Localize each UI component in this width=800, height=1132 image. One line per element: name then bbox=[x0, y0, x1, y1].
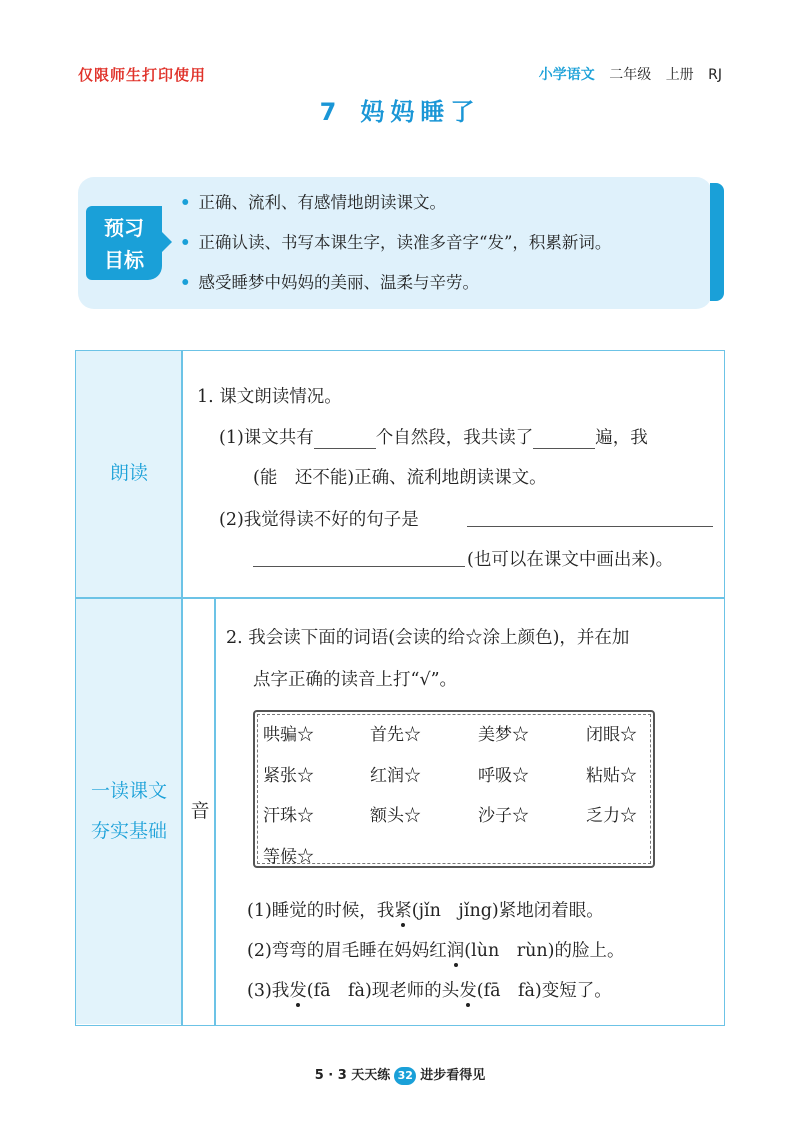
term-label: 上册 bbox=[665, 67, 694, 83]
goals-badge bbox=[86, 206, 162, 280]
word-item[interactable]: 红润☆ bbox=[370, 766, 421, 786]
goal-item: • 正确认读、书写本课生字，读准多音字“发”，积累新词。 bbox=[180, 233, 612, 252]
goal-item: • 正确、流利、有感情地朗读课文。 bbox=[180, 193, 447, 212]
word-item[interactable]: 美梦☆ bbox=[478, 725, 529, 745]
row-divider bbox=[76, 597, 724, 599]
q1-line4: (也可以在课文中画出来)。 bbox=[467, 550, 674, 570]
dotted-char: 发 bbox=[289, 981, 307, 1001]
goals-list bbox=[180, 188, 611, 308]
goals-badge-line2: 目标 bbox=[104, 248, 144, 272]
word-item[interactable]: 沙子☆ bbox=[478, 806, 529, 826]
page-footer bbox=[0, 1064, 800, 1085]
goals-panel-stripe bbox=[710, 183, 724, 301]
q2-title-line1: 2. 我会读下面的词语(会读的给☆涂上颜色)，并在加 bbox=[226, 628, 630, 648]
dotted-char: 润 bbox=[446, 941, 465, 961]
goal-item: • 感受睡梦中妈妈的美丽、温柔与辛劳。 bbox=[180, 273, 480, 292]
dotted-char: 紧 bbox=[394, 901, 412, 921]
answer-blank-paragraphs[interactable] bbox=[314, 431, 376, 449]
edition-label: RJ bbox=[708, 67, 722, 83]
page-number: 32 bbox=[394, 1067, 416, 1085]
lesson-title-text: 妈妈睡了 bbox=[360, 98, 481, 126]
grade-label: 二年级 bbox=[609, 67, 652, 83]
answer-blank-times[interactable] bbox=[533, 431, 595, 449]
word-item[interactable]: 哄骗☆ bbox=[263, 725, 314, 745]
word-item[interactable]: 呼吸☆ bbox=[478, 766, 529, 786]
subject-label: 小学语文 bbox=[538, 67, 595, 83]
word-item[interactable]: 等候☆ bbox=[263, 847, 314, 867]
side-column bbox=[76, 351, 181, 1024]
word-item[interactable]: 乏力☆ bbox=[586, 806, 637, 826]
q1-line1: (1)课文共有 个自然段，我共读了 遍，我 bbox=[219, 428, 648, 448]
q1-title: 1. 课文朗读情况。 bbox=[197, 387, 342, 407]
answer-line-sentence-2[interactable] bbox=[253, 566, 465, 567]
q1-line3: (2)我觉得读不好的句子是 bbox=[219, 510, 419, 530]
page-title bbox=[0, 92, 800, 127]
section-label-reading: 朗读 bbox=[109, 462, 148, 484]
pinyin-sentence-3: (3)我发(fā fà)现老师的头发(fā fà)变短了。 bbox=[247, 981, 612, 1001]
bullet-icon: • bbox=[180, 273, 191, 292]
answer-line-sentence[interactable] bbox=[467, 526, 713, 527]
word-item[interactable]: 汗珠☆ bbox=[263, 806, 314, 826]
pinyin-sentence-1: (1)睡觉的时候，我紧(jǐn jǐng)紧地闭着眼。 bbox=[247, 901, 604, 921]
lesson-number: 7 bbox=[319, 98, 343, 126]
course-info bbox=[529, 64, 722, 84]
print-notice: 仅限师生打印使用 bbox=[78, 66, 207, 84]
goals-badge-line1: 预习 bbox=[104, 216, 144, 240]
bullet-icon: • bbox=[180, 193, 191, 212]
word-item[interactable]: 粘贴☆ bbox=[586, 766, 637, 786]
footer-brand: 5 · 3 天天练 bbox=[314, 1068, 391, 1083]
word-item[interactable]: 额头☆ bbox=[370, 806, 421, 826]
dotted-char: 发 bbox=[459, 981, 477, 1001]
section-label-basics-line2: 夯实基础 bbox=[90, 820, 167, 842]
word-item[interactable]: 紧张☆ bbox=[263, 766, 314, 786]
q1-line2: (能 还不能)正确、流利地朗读课文。 bbox=[253, 468, 547, 488]
yin-divider bbox=[214, 598, 216, 1025]
q2-title-line2: 点字正确的读音上打“√”。 bbox=[253, 670, 458, 690]
yin-label: 音 bbox=[190, 800, 210, 822]
word-item[interactable]: 闭眼☆ bbox=[586, 725, 637, 745]
footer-slogan: 进步看得见 bbox=[420, 1068, 486, 1083]
section-label-basics-line1: 一读课文 bbox=[90, 780, 167, 802]
word-item[interactable]: 首先☆ bbox=[370, 725, 421, 745]
pinyin-sentence-2: (2)弯弯的眉毛睡在妈妈红润(lùn rùn)的脸上。 bbox=[247, 941, 625, 961]
bullet-icon: • bbox=[180, 233, 191, 252]
